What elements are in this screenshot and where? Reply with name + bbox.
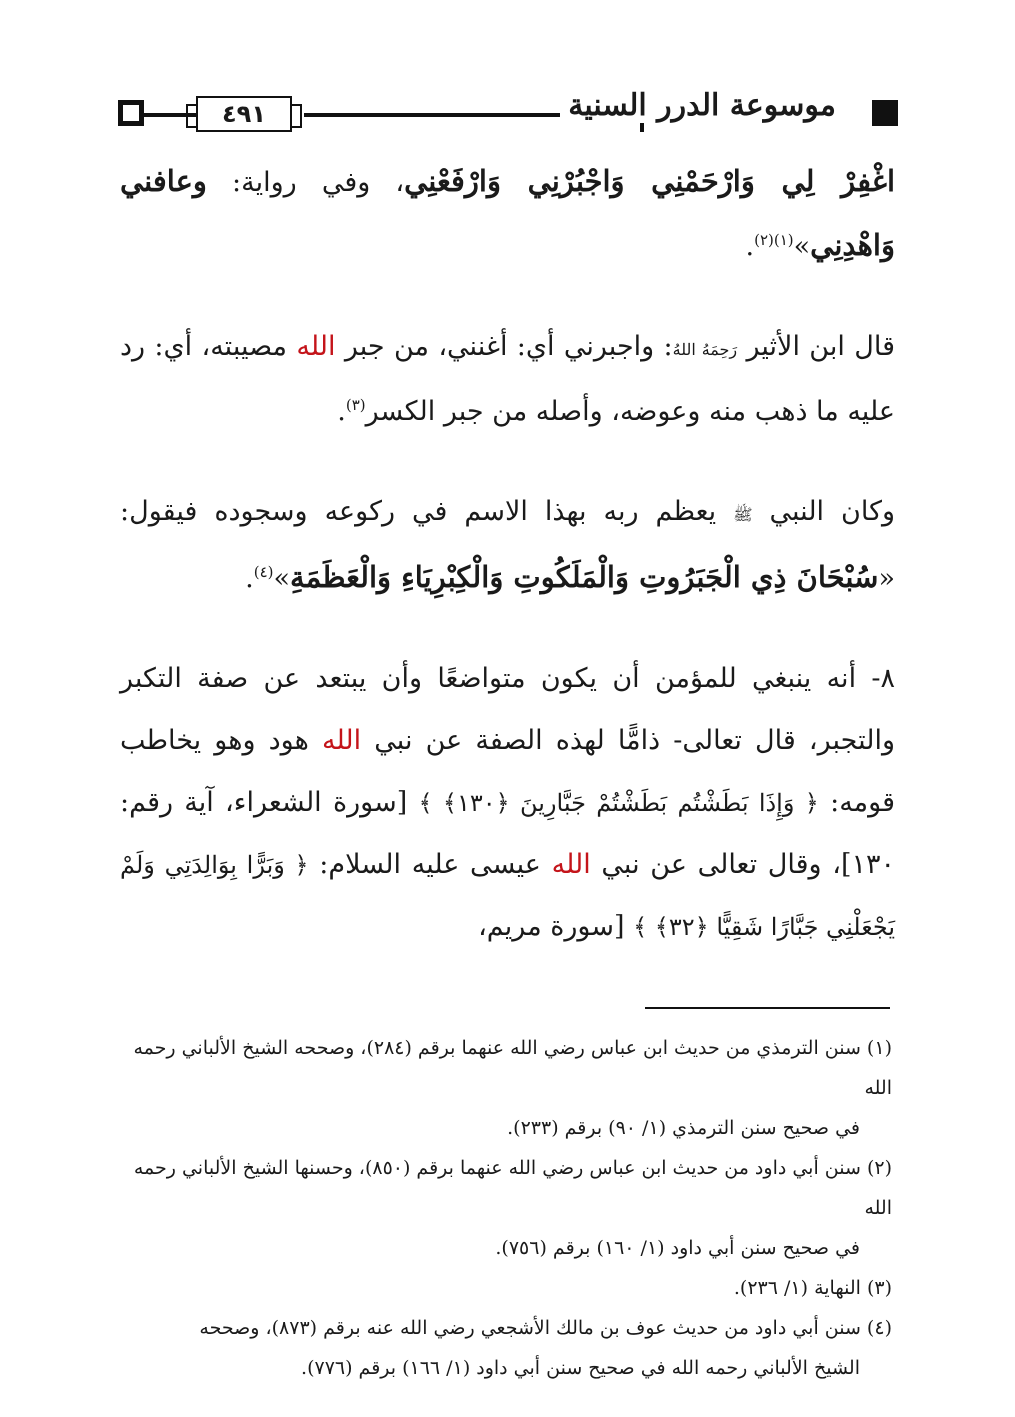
footnote-text-continued: في صحيح سنن أبي داود (١/ ١٦٠) برقم (٧٥٦). (495, 1237, 860, 1259)
divine-name: الله (551, 849, 591, 880)
page-header (118, 88, 898, 138)
text-run: . (245, 563, 254, 594)
paragraph-4 (120, 648, 895, 958)
text-run: [سورة مريم، (478, 911, 634, 942)
text-run: : واجبرني أي: أغنني، من جبر (335, 331, 673, 362)
footnote-text: (٣) النهاية (١/ ٢٣٦). (733, 1277, 892, 1299)
text-run: قال ابن الأثير (737, 331, 895, 362)
paragraph-3 (120, 481, 895, 610)
footnote-text-continued: في صحيح سنن الترمذي (١/ ٩٠) برقم (٢٣٣). (507, 1117, 860, 1139)
quote-close: » (793, 231, 811, 262)
text-run: ٨- أنه ينبغي للمؤمن أن يكون متواضعًا وأن يبتعد عن صفة التكبر والتجبر، قال تعالى- ذامًّا لهذه الصفة عن نبي (120, 663, 895, 756)
header-ornament-left (118, 100, 144, 126)
footnotes (122, 1028, 892, 1388)
honorific-glyph: رَحِمَهُ اللهُ (672, 340, 738, 359)
footnote-ref[interactable]: (٤) (253, 563, 274, 581)
text-run: . (337, 396, 346, 427)
hadith-quote: سُبْحَانَ ذِي الْجَبَرُوتِ وَالْمَلَكُوتِ وَالْكِبْرِيَاءِ وَالْعَظَمَةِ (290, 560, 879, 594)
footnote-text: (٢) سنن أبي داود من حديث ابن عباس رضي الله عنهما برقم (٨٥٠)، وحسنها الشيخ الألباني رحمه الله (133, 1157, 892, 1219)
footnote-text: (٤) سنن أبي داود من حديث عوف بن مالك الأشجعي رضي الله عنه برقم (٨٧٣)، وصححه (199, 1317, 892, 1339)
page-number-frame (196, 96, 292, 132)
footnote-4 (122, 1308, 892, 1388)
page-number: ٤٩١ (222, 100, 266, 128)
footnote-text: (١) سنن الترمذي من حديث ابن عباس رضي الله عنهما برقم (٢٨٤)، وصححه الشيخ الألباني رحمه الله (133, 1037, 892, 1099)
footnote-1 (122, 1028, 892, 1148)
quran-verse: ﴿ وَإِذَا بَطَشْتُم بَطَشْتُمْ جَبَّارِينَ ﴿١٣٠﴾ ﴾ (418, 789, 819, 817)
footnote-3 (122, 1268, 892, 1308)
text-run: هود وهو يخاطب قومه: (120, 725, 895, 818)
text-run: . (745, 231, 755, 262)
main-text (120, 150, 895, 996)
text-run: ، وفي رواية: (206, 167, 405, 198)
text-run: وكان النبي (752, 496, 895, 527)
header-ornament-right (872, 100, 898, 126)
footnote-text-continued: الشيخ الألباني رحمه الله في صحيح سنن أبي داود (١/ ١٦٦) برقم (٧٧٦). (301, 1357, 860, 1379)
footnote-ref[interactable]: (١)(٢) (754, 231, 794, 249)
footnote-2 (122, 1148, 892, 1268)
divine-name: الله (322, 725, 362, 756)
footnote-ref[interactable]: (٣) (345, 396, 366, 414)
text-run: عيسى عليه السلام: (308, 849, 552, 880)
paragraph-1 (120, 150, 895, 278)
quote-close: » (273, 563, 291, 594)
book-title: موسوعة الدرر السنية (560, 88, 844, 123)
hadith-quote: اغْفِرْ لِي وَارْحَمْنِي وَاجْبُرْنِي وَارْفَعْنِي (404, 164, 896, 198)
footnote-separator (645, 1007, 890, 1009)
hadith-quote-variant: وعافني وَاهْدِنِي (120, 164, 895, 262)
text-run: يعظم ربه بهذا الاسم في ركوعه وسجوده فيقول: « (120, 496, 895, 594)
honorific-glyph: ﷺ (733, 505, 753, 524)
quran-verse: ﴿ وَبَرًّا بِوَالِدَتِي وَلَمْ يَجْعَلْنِي جَبَّارًا شَقِيًّا ﴿٣٢﴾ ﴾ (120, 851, 895, 941)
text-run: مصيبته، أي: رد عليه ما ذهب منه وعوضه، وأصله من جبر الكسر (120, 331, 895, 427)
text-run: [سورة الشعراء، آية رقم: ١٣٠]، وقال تعالى عن نبي (120, 787, 896, 880)
paragraph-2 (120, 316, 895, 443)
divine-name: الله (296, 331, 336, 362)
